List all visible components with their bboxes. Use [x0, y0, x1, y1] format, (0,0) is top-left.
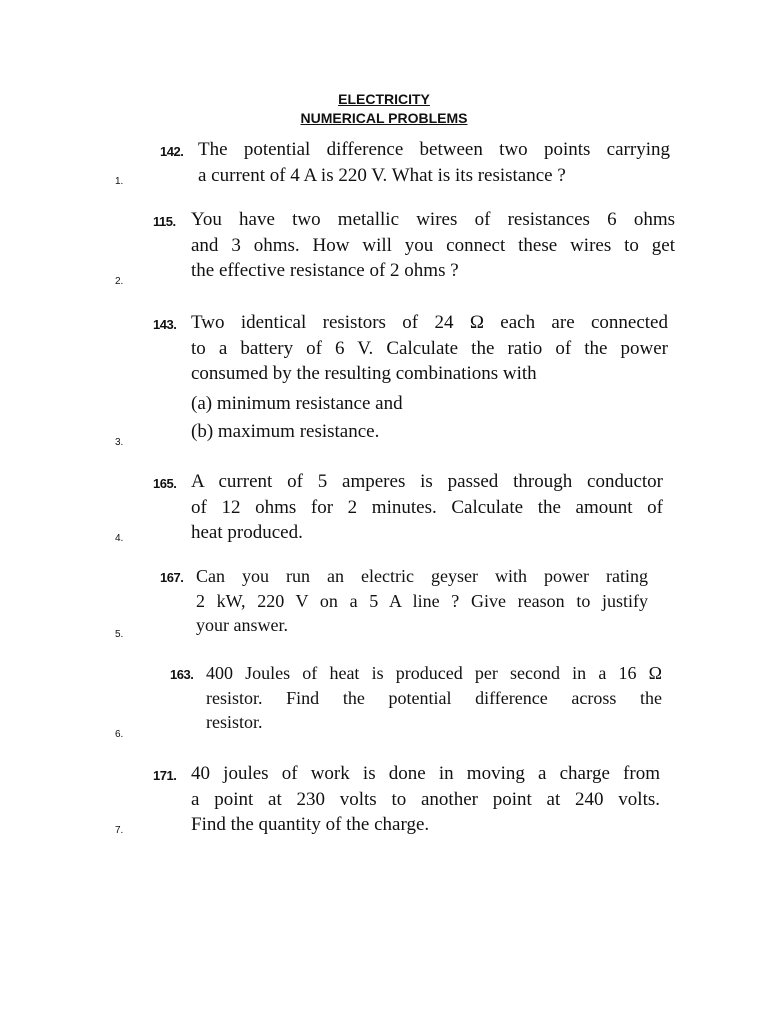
problem-text-line: The potential difference between two points carrying: [198, 139, 670, 160]
problem-text-line: consumed by the resulting combinations with: [191, 363, 537, 384]
problem-text-line: a point at 230 volts to another point at 240 volts.: [191, 788, 660, 810]
problem-item: [170, 661, 662, 735]
problem-index: 6.: [115, 729, 124, 740]
document-subtitle: NUMERICAL PROBLEMS: [300, 110, 468, 126]
problem-number: 143.: [153, 317, 177, 332]
problem-item: [153, 207, 675, 284]
document-title: ELECTRICITY: [338, 91, 430, 107]
problem-index: 7.: [115, 825, 124, 836]
problem-text-line: resistor.: [206, 712, 263, 732]
problem-text-line: resistor. Find the potential difference across the: [206, 687, 662, 708]
problem-text-line: You have two metallic wires of resistances 6 ohms: [191, 209, 675, 230]
problem-number: 142.: [160, 144, 184, 159]
problem-text-line: 400 Joules of heat is produced per second in a 16 Ω: [206, 663, 662, 683]
problem-subpart: (a) minimum resistance and: [191, 392, 403, 414]
problem-text-line: Can you run an electric geyser with power rating: [196, 566, 648, 586]
problem-text-line: and 3 ohms. How will you connect these wires to get: [191, 234, 675, 256]
problem-index: 2.: [115, 276, 124, 287]
problem-text-line: to a battery of 6 V. Calculate the ratio of the power: [191, 337, 668, 359]
problem-number: 171.: [153, 768, 177, 783]
problem-index: 1.: [115, 176, 124, 187]
problem-index: 4.: [115, 533, 124, 544]
problem-index: 5.: [115, 629, 124, 640]
problem-text-line: A current of 5 amperes is passed through conductor: [191, 471, 663, 492]
problem-text-line: heat produced.: [191, 522, 303, 543]
problem-number: 167.: [160, 570, 184, 585]
problem-text-line: a current of 4 A is 220 V. What is its resistance ?: [198, 164, 566, 186]
problem-text-line: your answer.: [196, 615, 288, 635]
problem-item: [160, 137, 670, 188]
problem-subpart: (b) maximum resistance.: [191, 421, 380, 442]
problem-number: 163.: [170, 667, 194, 682]
problem-text-line: the effective resistance of 2 ohms ?: [191, 260, 459, 281]
problem-item: [153, 310, 668, 445]
problem-index: 3.: [115, 437, 124, 448]
problem-item: [153, 761, 660, 838]
problem-text-line: Find the quantity of the charge.: [191, 814, 430, 835]
problem-number: 115.: [153, 214, 176, 229]
problem-item: [153, 469, 663, 546]
problem-number: 165.: [153, 476, 177, 491]
problem-text-line: of 12 ohms for 2 minutes. Calculate the amount of: [191, 496, 663, 518]
problem-text-line: 2 kW, 220 V on a 5 A line ? Give reason to justify: [196, 590, 648, 611]
problem-item: [160, 564, 648, 638]
problem-text-line: Two identical resistors of 24 Ω each are connected: [191, 312, 668, 333]
problem-text-line: 40 joules of work is done in moving a charge from: [191, 763, 660, 784]
